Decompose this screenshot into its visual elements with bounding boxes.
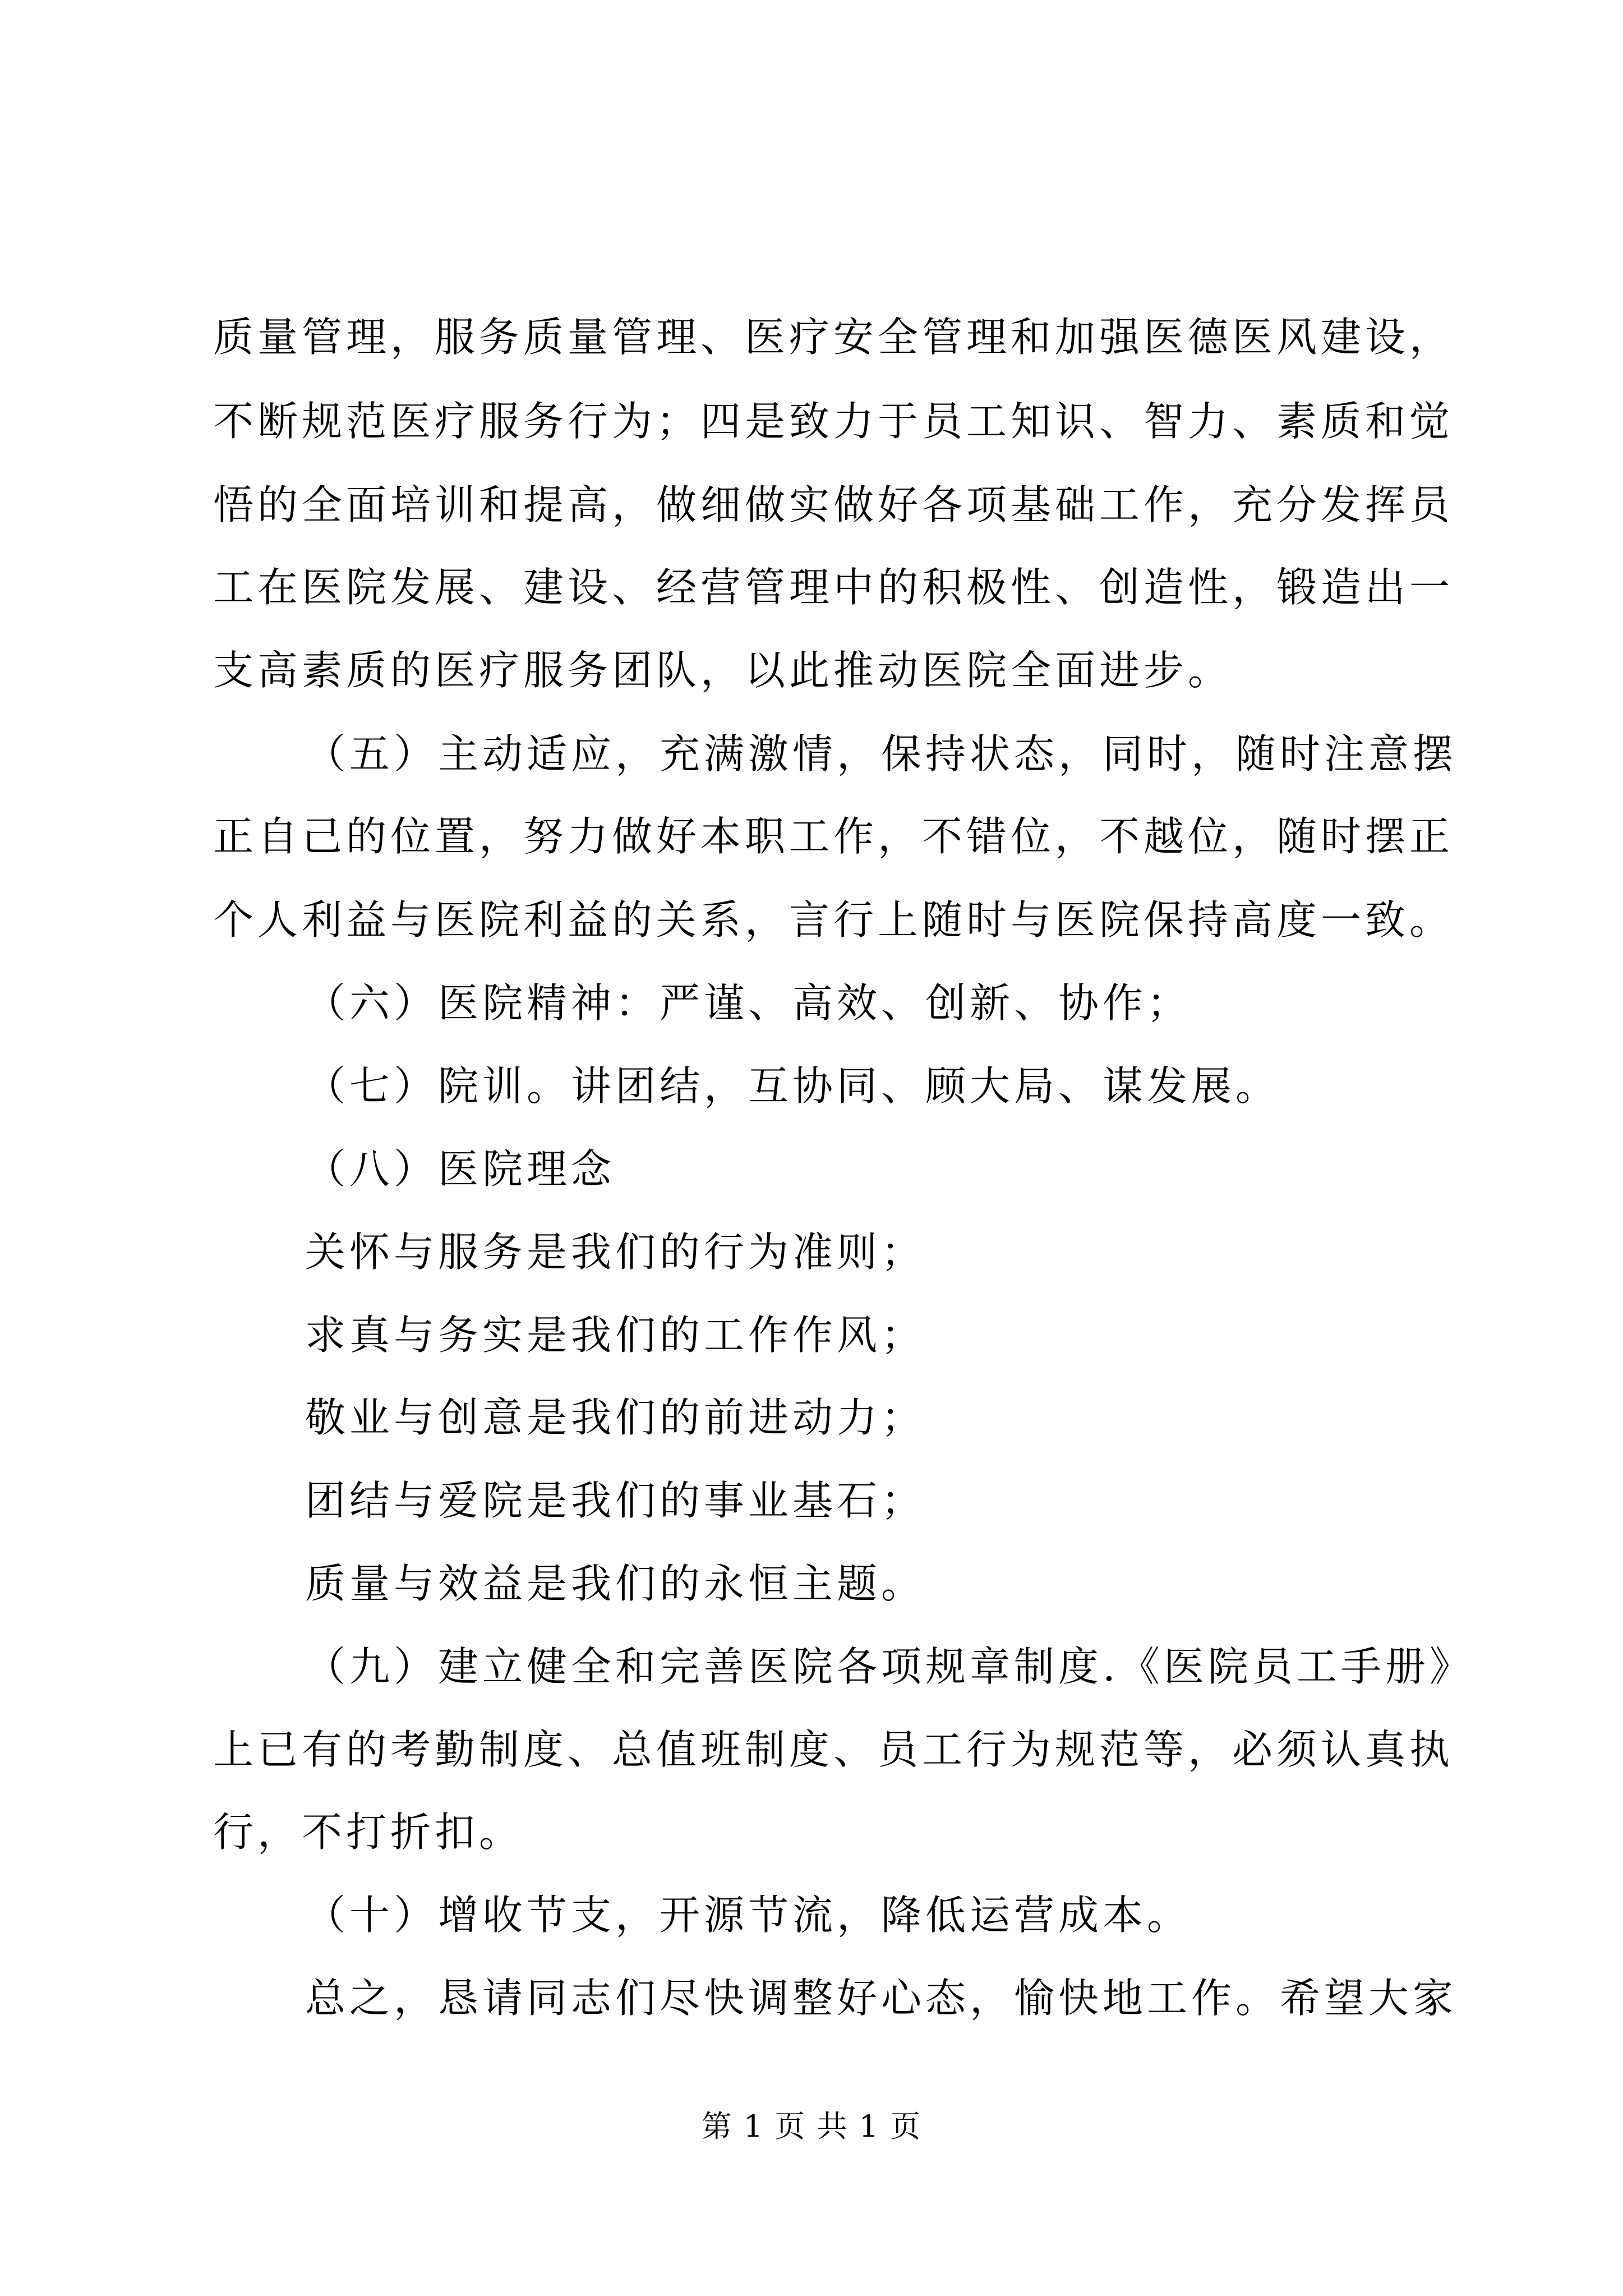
philosophy-line: 敬业与创意是我们的前进动力； xyxy=(305,1394,926,1441)
paragraph-five-start: （五）主动适应，充满激情，保持状态，同时，随时注意摆 xyxy=(305,730,1458,777)
text-line: 不断规范医疗服务行为；四是致力于员工知识、智力、素质和觉 xyxy=(213,398,1454,445)
philosophy-line: 团结与爱院是我们的事业基石； xyxy=(305,1477,926,1524)
item-ten: （十）增收节支，开源节流，降低运营成本。 xyxy=(305,1892,1192,1939)
text-line: 质量管理，服务质量管理、医疗安全管理和加强医德医风建设， xyxy=(213,314,1454,361)
philosophy-line: 求真与务实是我们的工作作风； xyxy=(305,1312,926,1359)
text-line: 支高素质的医疗服务团队，以此推动医院全面进步。 xyxy=(213,647,1233,694)
text-line: 工在医院发展、建设、经营管理中的积极性、创造性，锻造出一 xyxy=(213,564,1454,611)
item-six: （六）医院精神：严谨、高效、创新、协作； xyxy=(305,979,1192,1027)
text-line: 悟的全面培训和提高，做细做实做好各项基础工作，充分发挥员 xyxy=(213,481,1454,528)
conclusion-line: 总之，恳请同志们尽快调整好心态，愉快地工作。希望大家 xyxy=(305,1975,1458,2022)
item-seven: （七）院训。讲团结，互协同、顾大局、谋发展。 xyxy=(305,1062,1280,1110)
item-eight-heading: （八）医院理念 xyxy=(305,1145,616,1193)
item-nine-start: （九）建立健全和完善医院各项规章制度.《医院员工手册》 xyxy=(305,1643,1474,1690)
text-line: 正自己的位置，努力做好本职工作，不错位，不越位，随时摆正 xyxy=(213,813,1454,860)
text-line: 上已有的考勤制度、总值班制度、员工行为规范等，必须认真执 xyxy=(213,1726,1454,1773)
text-line: 个人利益与医院利益的关系，言行上随时与医院保持高度一致。 xyxy=(213,896,1454,944)
text-line: 行，不打折扣。 xyxy=(213,1809,524,1856)
page-footer: 第 1 页 共 1 页 xyxy=(701,2109,922,2144)
philosophy-line: 关怀与服务是我们的行为准则； xyxy=(305,1228,926,1276)
philosophy-line: 质量与效益是我们的永恒主题。 xyxy=(305,1560,926,1607)
